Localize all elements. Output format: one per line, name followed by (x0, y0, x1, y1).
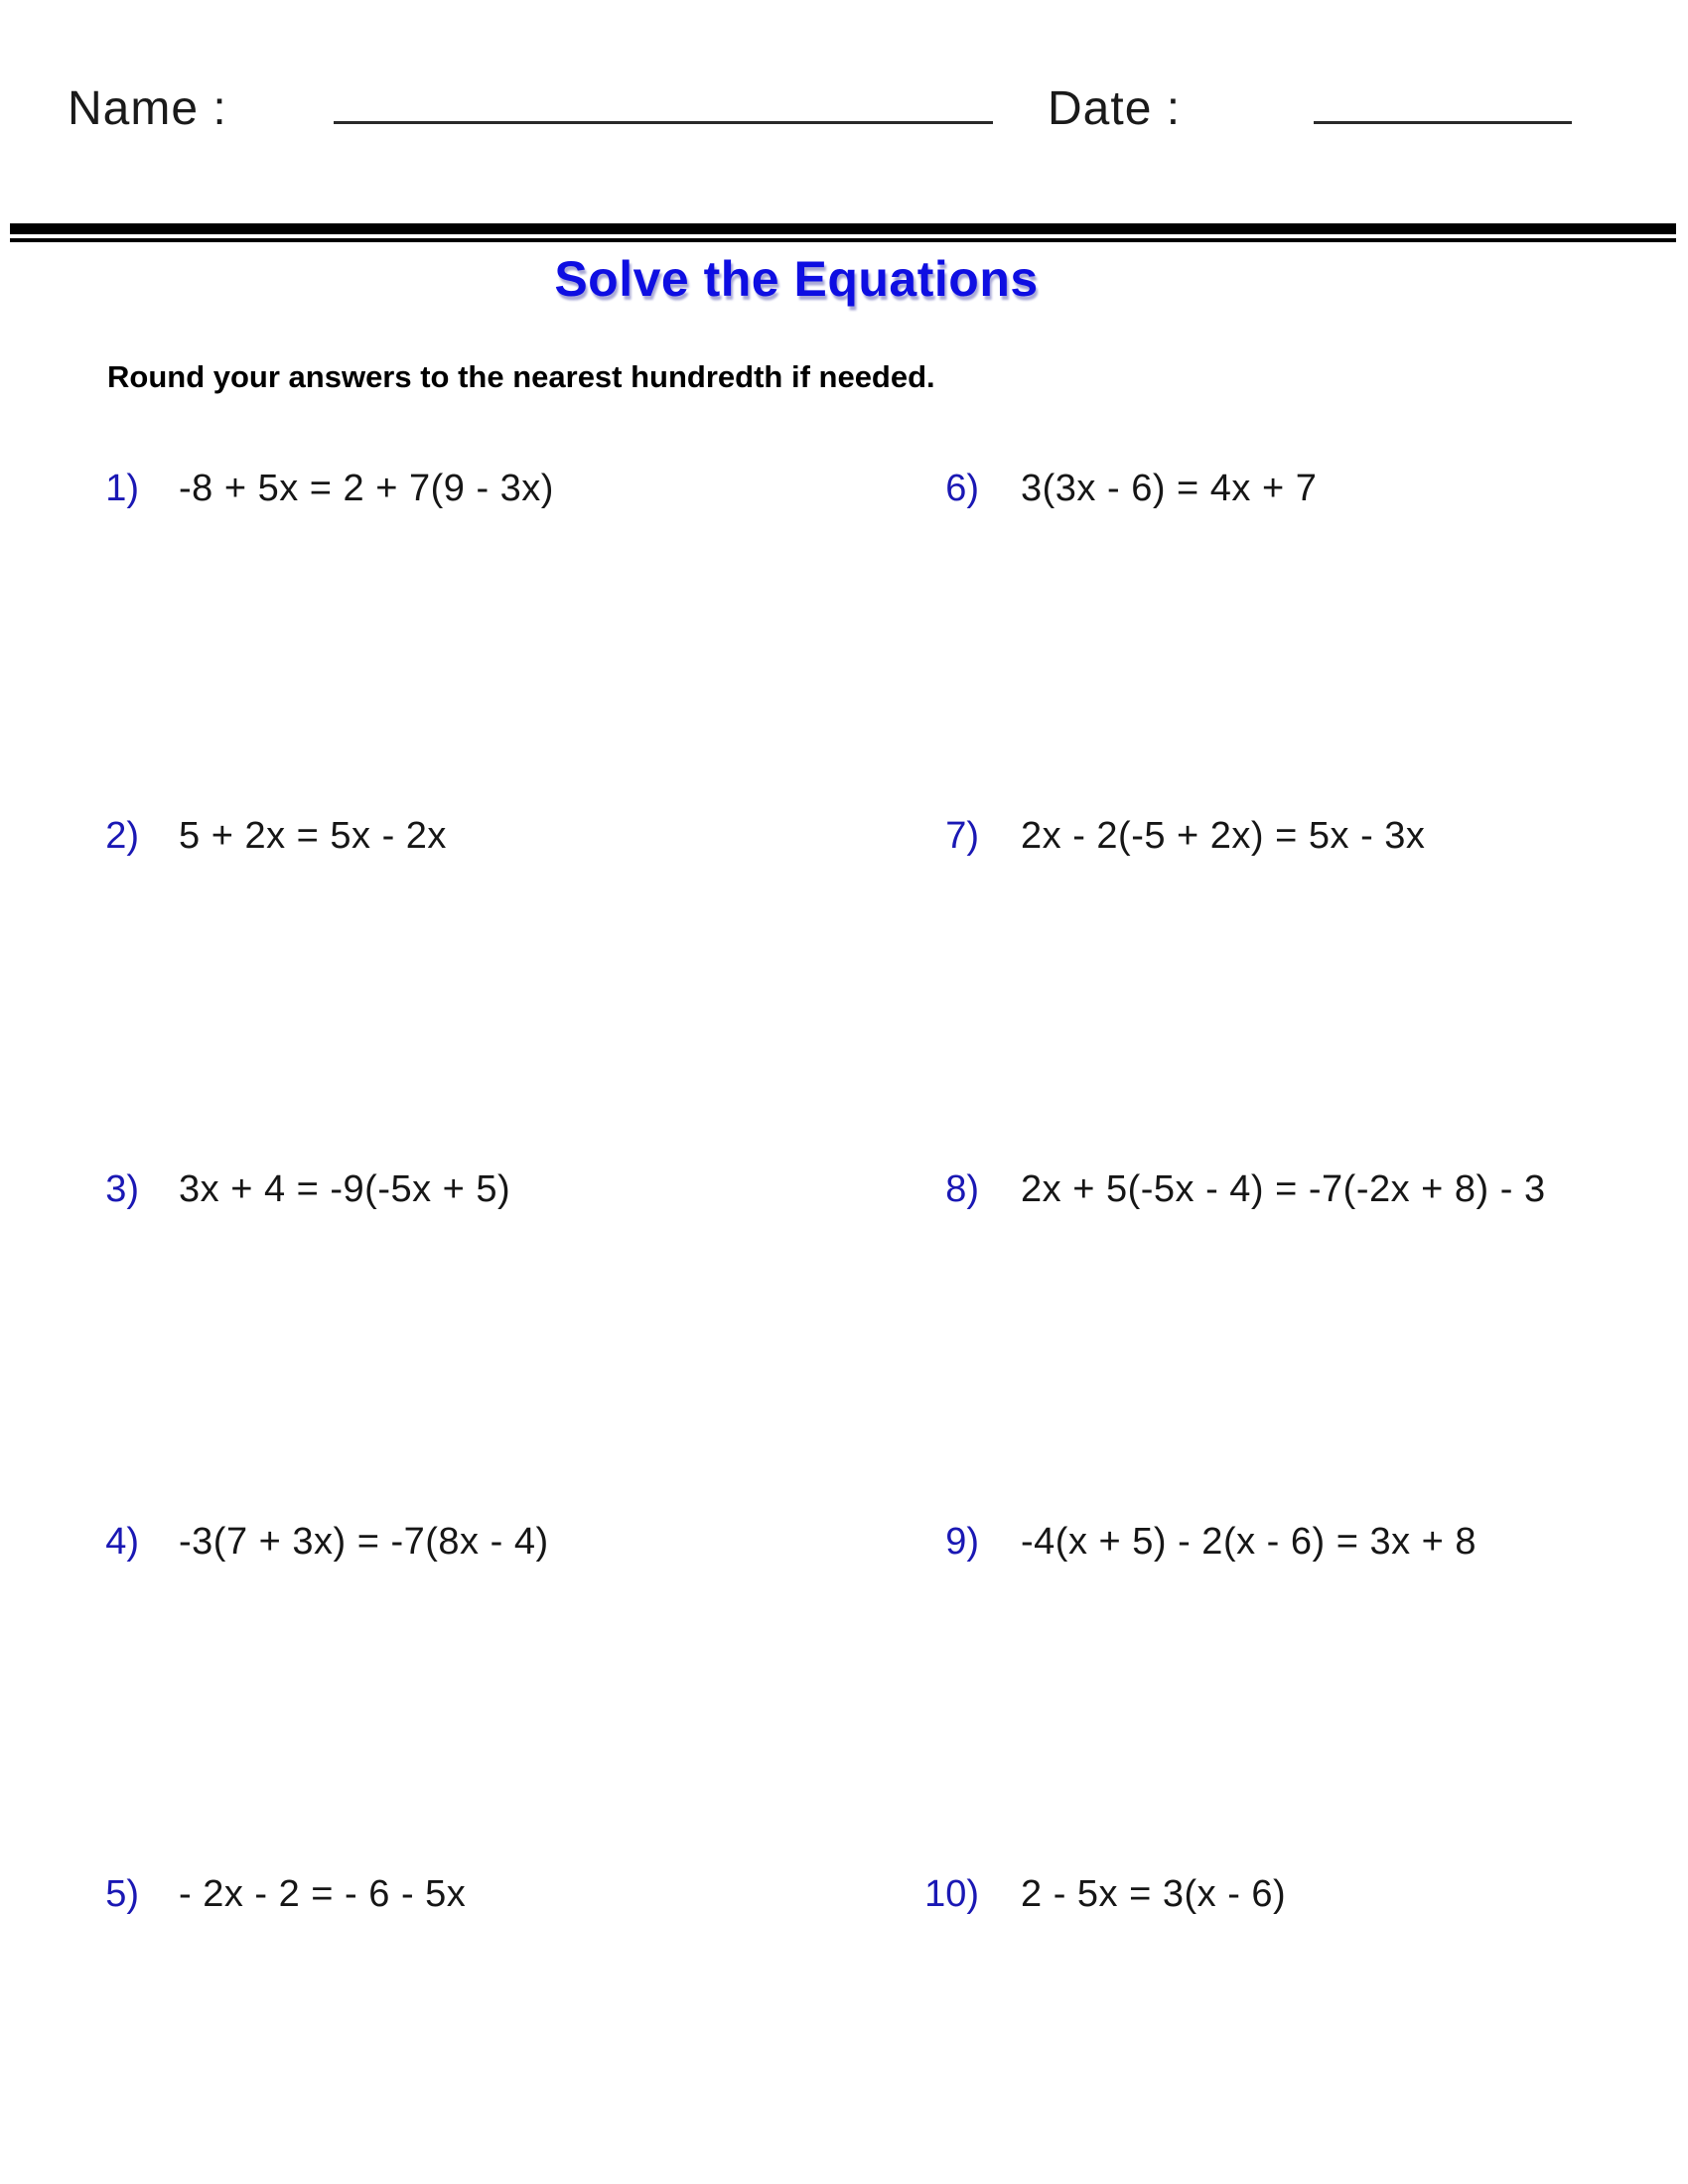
problem-6-number: 6) (945, 468, 979, 509)
problem-3-number: 3) (105, 1168, 139, 1210)
problem-2 (60, 813, 447, 859)
problem-8 (914, 1166, 1546, 1212)
date-blank-line (1314, 121, 1572, 124)
problem-8-number: 8) (945, 1168, 979, 1210)
problem-2-number: 2) (105, 815, 139, 857)
problem-10-equation: 2 - 5x = 3(x - 6) (1021, 1873, 1287, 1915)
problem-5-equation: - 2x - 2 = - 6 - 5x (179, 1873, 467, 1915)
problem-3-equation: 3x + 4 = -9(-5x + 5) (179, 1168, 511, 1210)
problem-8-equation: 2x + 5(-5x - 4) = -7(-2x + 8) - 3 (1021, 1168, 1546, 1210)
problem-7 (914, 813, 1425, 859)
problem-5-number: 5) (105, 1873, 139, 1915)
problem-7-equation: 2x - 2(-5 + 2x) = 5x - 3x (1021, 815, 1426, 857)
problem-7-number: 7) (945, 815, 979, 857)
problem-6 (914, 466, 1317, 511)
header-divider-rule (10, 223, 1676, 242)
problem-9-number: 9) (945, 1521, 979, 1563)
problem-9-equation: -4(x + 5) - 2(x - 6) = 3x + 8 (1021, 1521, 1477, 1563)
name-blank-line (334, 121, 993, 124)
problem-10-number: 10) (924, 1873, 979, 1915)
problem-3 (60, 1166, 510, 1212)
problem-1-equation: -8 + 5x = 2 + 7(9 - 3x) (179, 468, 554, 509)
problem-2-equation: 5 + 2x = 5x - 2x (179, 815, 447, 857)
problem-1 (60, 466, 554, 511)
instruction-text: Round your answers to the nearest hundredth if needed. (107, 359, 935, 394)
problem-5 (60, 1871, 466, 1917)
date-label: Date : (1048, 82, 1182, 135)
name-label: Name : (68, 82, 227, 135)
page-title: Solve the Equations (554, 251, 1039, 307)
problem-4-number: 4) (105, 1521, 139, 1563)
problem-9 (914, 1519, 1477, 1565)
problem-1-number: 1) (105, 468, 139, 509)
problem-4 (60, 1519, 549, 1565)
problem-6-equation: 3(3x - 6) = 4x + 7 (1021, 468, 1318, 509)
problem-4-equation: -3(7 + 3x) = -7(8x - 4) (179, 1521, 549, 1563)
problem-10 (914, 1871, 1286, 1917)
